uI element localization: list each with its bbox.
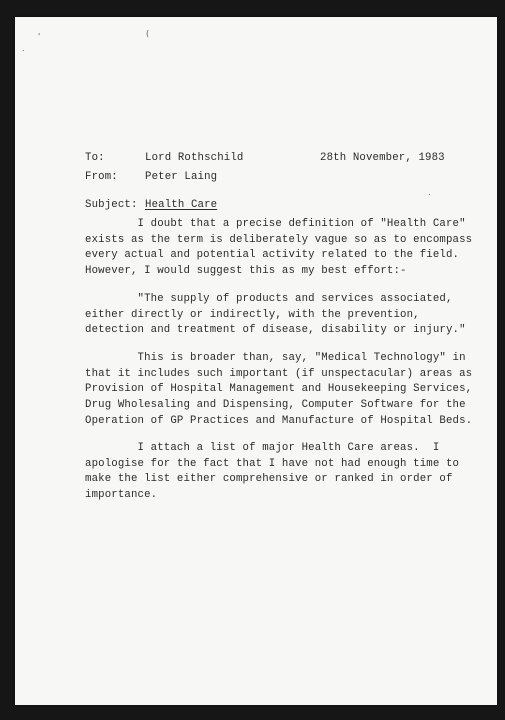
memo-date: 28th November, 1983 — [320, 152, 445, 164]
paragraph-3 — [85, 351, 473, 430]
scan-speck: ' — [38, 32, 41, 41]
paragraph-line: apologise for the fact that I have not had enough time to — [85, 457, 460, 470]
paragraph-line: Drug Wholesaling and Dispensing, Computer Software for the — [85, 399, 466, 412]
paragraph-line: I doubt that a precise definition of "Health Care" — [85, 218, 466, 230]
paragraph-line: This is broader than, say, "Medical Technology" in — [85, 352, 466, 364]
from-label: From: — [85, 171, 118, 183]
subject-label: Subject: — [85, 199, 138, 211]
scan-speck: . — [428, 188, 431, 197]
subject-value: Health Care — [145, 199, 218, 211]
to-value: Lord Rothschild — [145, 152, 244, 164]
paragraph-line: exists as the term is deliberately vague so as to encompass — [85, 233, 473, 246]
scan-speck: ( — [146, 29, 150, 38]
paragraph-line: Operation of GP Practices and Manufacture of Hospital Beds. — [85, 414, 473, 427]
paragraph-line: detection and treatment of disease, disability or injury." — [85, 324, 466, 337]
scan-speck: . — [22, 44, 25, 53]
paragraph-line: importance. — [85, 489, 158, 502]
paragraph-line: "The supply of products and services associated, — [85, 293, 453, 305]
to-label: To: — [85, 152, 105, 164]
paragraph-line: that it includes such important (if unspectacular) areas as — [85, 367, 473, 380]
paragraph-line: Provision of Hospital Management and Housekeeping Services, — [85, 383, 473, 396]
paragraph-line: However, I would suggest this as my best effort:- — [85, 265, 407, 278]
paragraph-2 — [85, 292, 466, 339]
paragraph-4 — [85, 441, 460, 504]
paragraph-line: either directly or indirectly, with the prevention, — [85, 308, 420, 321]
paragraph-line: I attach a list of major Health Care areas. I — [85, 442, 440, 454]
from-value: Peter Laing — [145, 171, 218, 183]
paragraph-1 — [85, 217, 473, 280]
paragraph-line: make the list either comprehensive or ranked in order of — [85, 473, 453, 486]
paragraph-line: every actual and potential activity related to the field. — [85, 249, 460, 262]
